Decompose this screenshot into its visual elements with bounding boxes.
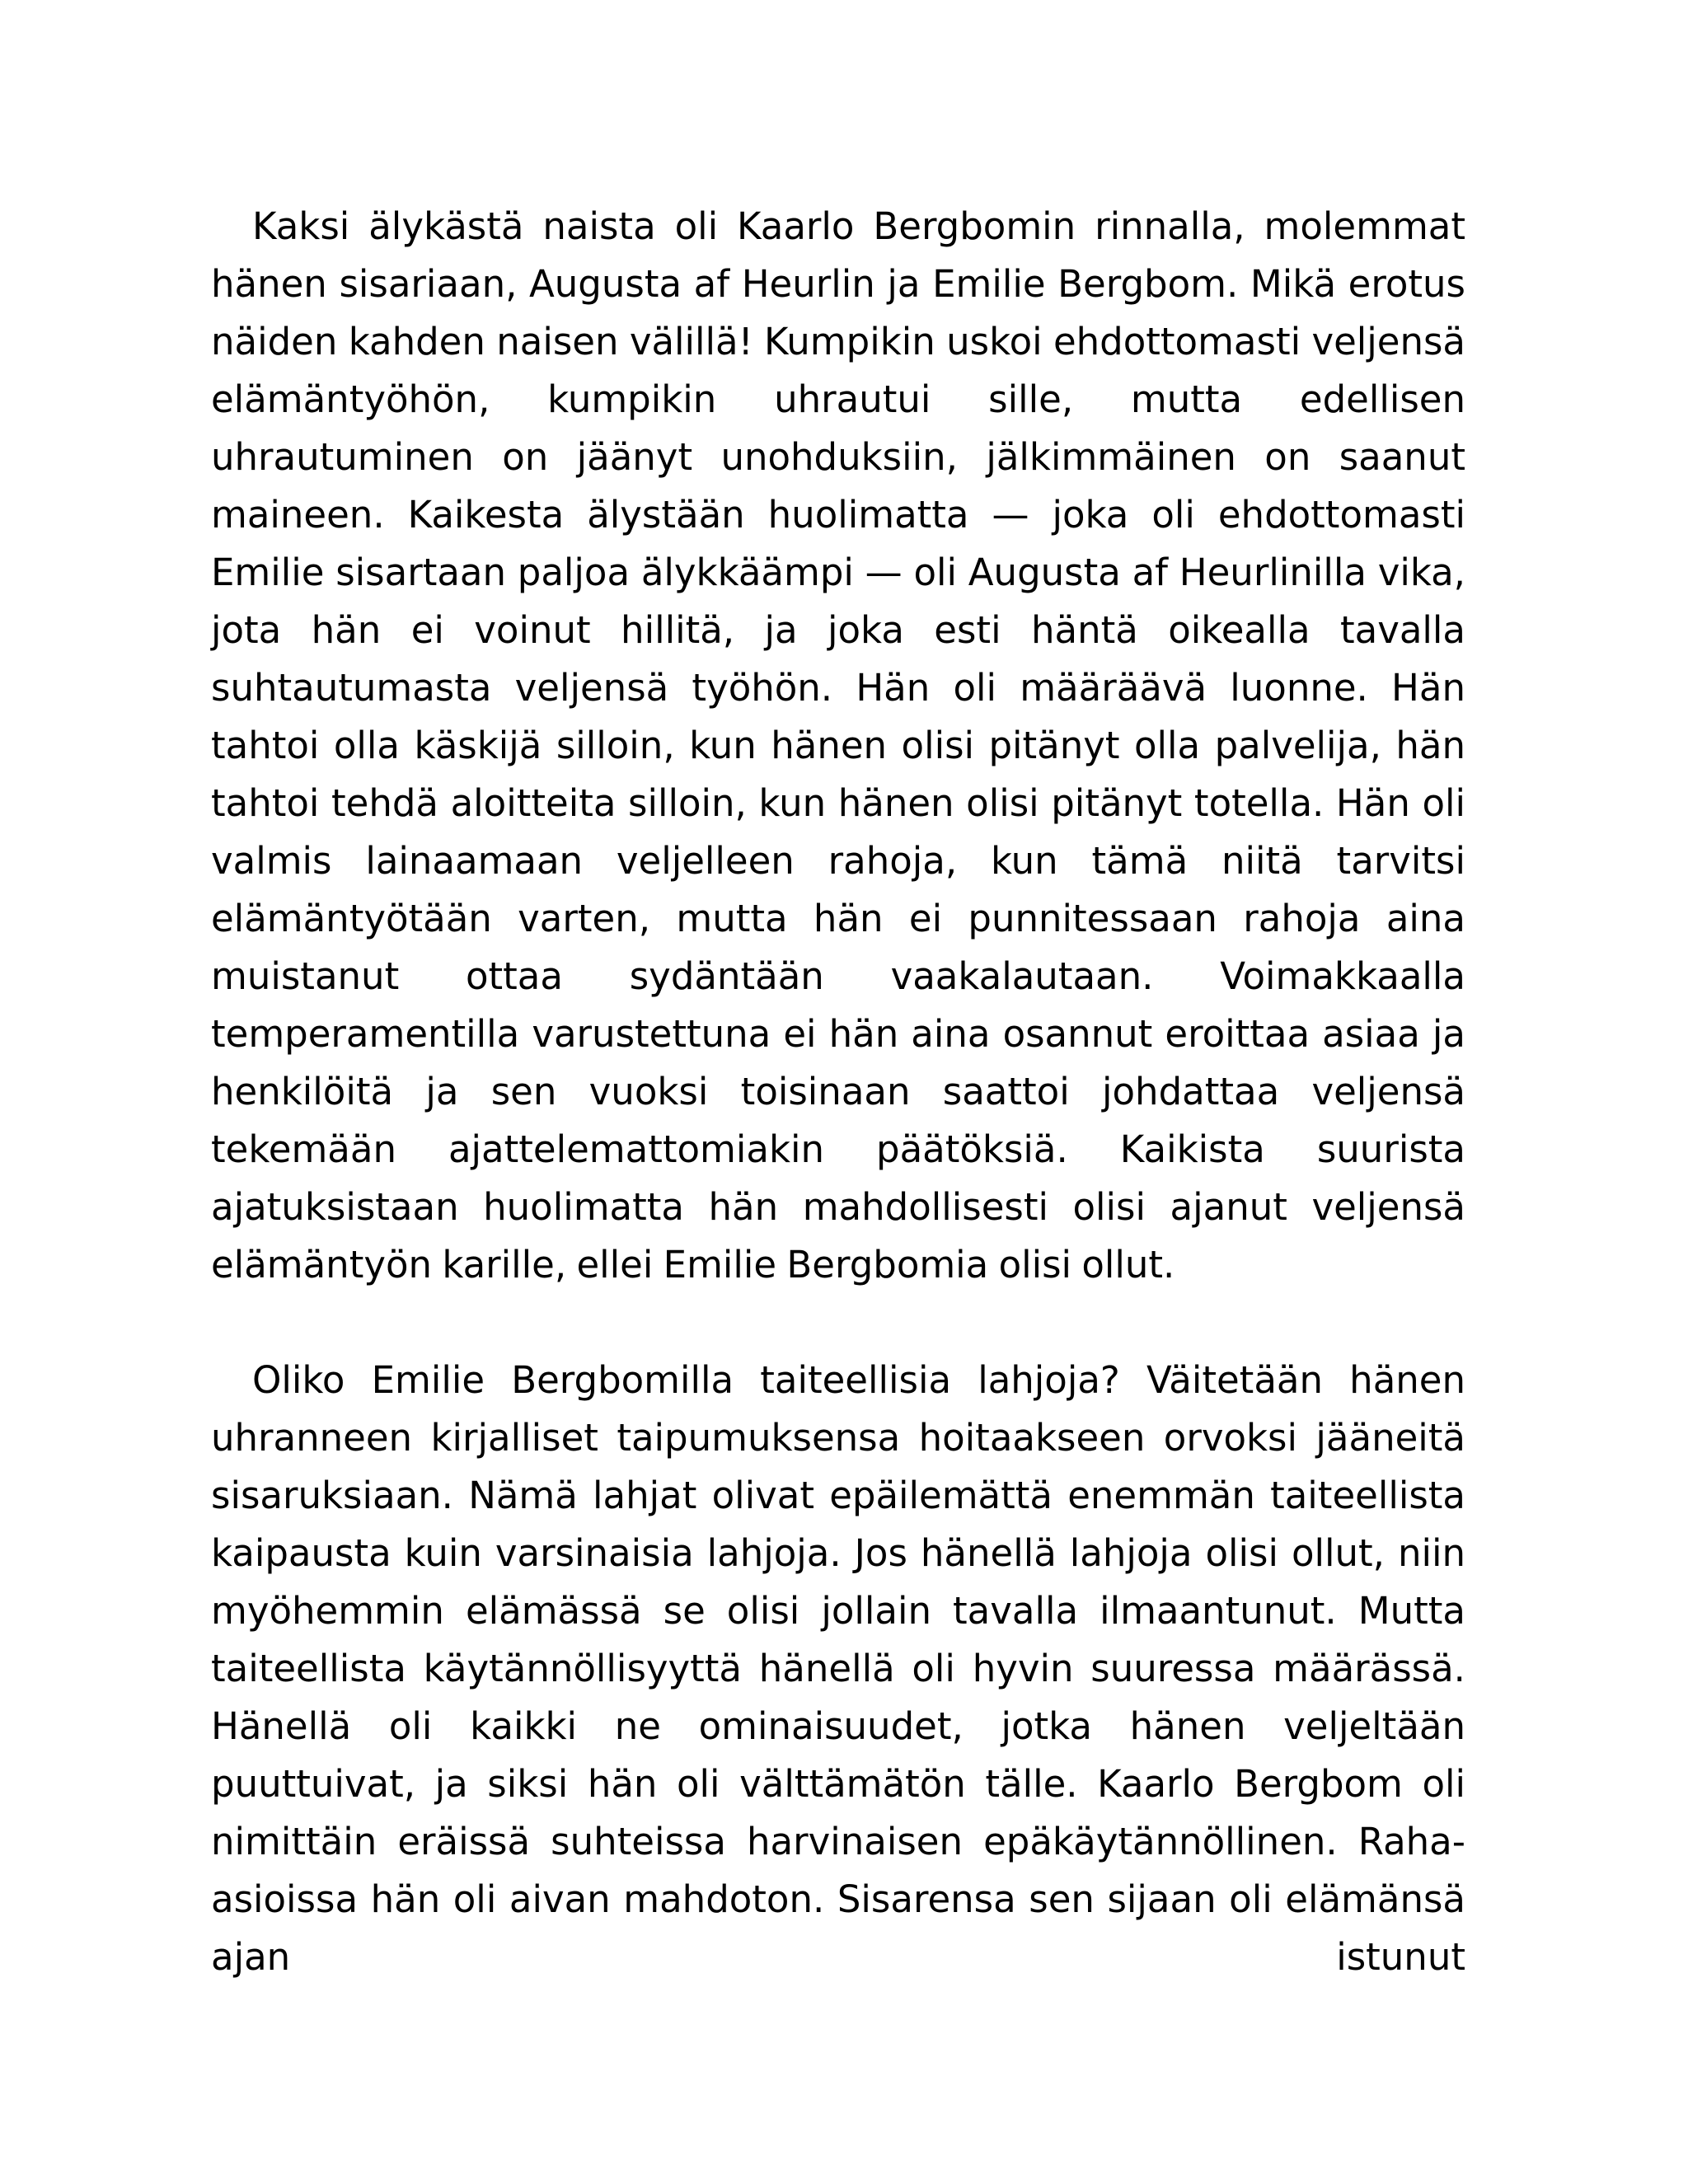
paragraph-2: Oliko Emilie Bergbomilla taiteellisia lahjoja? Väitetään hänen uhranneen kirjalliset taipumuksensa hoitaakseen orvoksi jääneitä sisaruksiaan. Nämä lahjat olivat epäilemättä enemmän taiteellista kaipausta kuin varsinaisia lahjoja. Jos hänellä lahjoja olisi ollut, niin myöhemmin elämässä se olisi jollain tavalla ilmaantunut. Mutta taiteellista käytännöllisyyttä hänellä oli hyvin suuressa määrässä. Hänellä oli kaikki ne ominaisuudet, jotka hänen veljeltään puuttuivat, ja siksi hän oli välttämätön tälle. Kaarlo Bergbom oli nimittäin eräissä suhteissa harvinaisen epäkäytännöllinen. Raha-asioissa hän oli aivan mahdoton. Sisarensa sen sijaan oli elämänsä ajan istunut: [211, 1358, 1465, 1979]
paragraph-1: Kaksi älykästä naista oli Kaarlo Bergbomin rinnalla, molemmat hänen sisariaan, Augusta af Heurlin ja Emilie Bergbom. Mikä erotus näiden kahden naisen välillä! Kumpikin uskoi ehdottomasti veljensä elämäntyöhön, kumpikin uhrautui sille, mutta edellisen uhrautuminen on jäänyt unohduksiin, jälkimmäinen on saanut maineen. Kaikesta älystään huolimatta — joka oli ehdottomasti Emilie sisartaan paljoa älykkäämpi — oli Augusta af Heurlinilla vika, jota hän ei voinut hillitä, ja joka esti häntä oikealla tavalla suhtautumasta veljensä työhön. Hän oli määräävä luonne. Hän tahtoi olla käskijä silloin, kun hänen olisi pitänyt olla palvelija, hän tahtoi tehdä aloitteita silloin, kun hänen olisi pitänyt totella. Hän oli valmis lainaamaan veljelleen rahoja, kun tämä niitä tarvitsi elämäntyötään varten, mutta hän ei punnitessaan rahoja aina muistanut ottaa sydäntään vaakalautaan. Voimakkaalla temperamentilla varustettuna ei hän aina osannut eroittaa asiaa ja henkilöitä ja sen vuoksi toisinaan saattoi johdattaa veljensä tekemään ajattelemattomiakin päätöksiä. Kaikista suurista ajatuksistaan huolimatta hän mahdollisesti olisi ajanut veljensä elämäntyön karille, ellei Emilie Bergbomia olisi ollut.: [211, 204, 1465, 1286]
document-page: [211, 198, 1465, 1986]
